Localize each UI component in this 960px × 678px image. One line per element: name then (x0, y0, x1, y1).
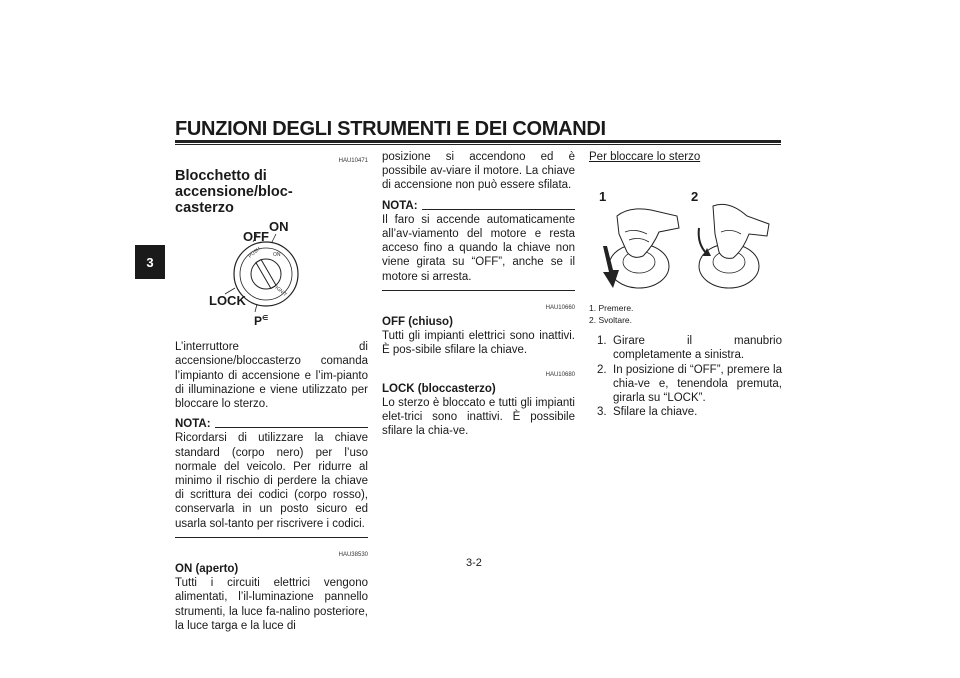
p-symbol-icon: ∈ (262, 315, 269, 323)
figure-captions (589, 302, 782, 326)
off-heading: OFF (chiuso) (382, 316, 453, 329)
list-item: 3. Sfilare la chiave. (597, 406, 698, 419)
lock-text: Lo sterzo è bloccato e tutti gli impianti elet-trici sono inattivi. È possibile sfilare la chia-ve. (382, 397, 575, 438)
title-rule (175, 140, 781, 143)
list-item: 2. In posizione di “OFF”, premere la chia-ve e, tenendola premuta, girarla su “LOCK”. (597, 363, 782, 405)
nota-header: NOTA: (175, 417, 368, 431)
label-p: P∈ (254, 314, 269, 329)
svg-text:PUSH: PUSH (247, 246, 262, 260)
nota-end-rule (175, 537, 368, 538)
column-1 (175, 150, 368, 633)
column-3 (589, 150, 782, 419)
intro-paragraph: L’interruttore di accensione/bloccasterzo comanda l’impianto di accensione e l’im-pianto di illuminazione e viene utilizzato per bloccare lo sterzo. (175, 341, 368, 411)
lock-heading: LOCK (bloccasterzo) (382, 382, 496, 395)
svg-text:IGNIT: IGNIT (273, 285, 288, 299)
ignition-switch-figure (175, 220, 368, 328)
section-heading: Blocchetto di accensione/bloc- casterzo (175, 168, 293, 217)
fig-label-1: 1 (599, 189, 607, 205)
svg-text:ON: ON (273, 252, 281, 259)
label-on: ON (269, 219, 289, 235)
section-code: HAU38530 (338, 551, 368, 558)
section-code: HAU10660 (545, 304, 575, 311)
column-2 (382, 150, 575, 439)
on-text-continued: posizione si accendono ed è possibile av-viare il motore. La chiave di accensione non può essere sfilata. (382, 151, 575, 192)
caption-item: 1. Premere. (589, 303, 634, 314)
nota-text: Ricordarsi di utilizzare la chiave standard (corpo nero) per l’uso normale del veicolo. Per ridurre al minimo il rischio di perdere la chiave di scrittura dei codici (corpo rosso), conservarla in un posto sicuro ed usarla sol-tanto per riscrivere i codici. (175, 432, 368, 530)
section-code: HAU10471 (338, 158, 368, 164)
steps-list (589, 334, 782, 419)
off-text: Tutti gli impianti elettrici sono inattivi. È pos-sibile sfilare la chiave. (382, 330, 575, 357)
steering-lock-figure (589, 176, 782, 298)
ignition-switch-diagram (175, 220, 368, 328)
label-off: OFF (243, 229, 269, 245)
chapter-tab: 3 (135, 245, 165, 279)
title-rule-thin (175, 144, 781, 145)
section-code: HAU10680 (545, 371, 575, 378)
nota-text: Il faro si accende automaticamente all’av-viamento del motore e resta acceso fino a quando la chiave non viene girata su “OFF”, anche se il motore si arresta. (382, 213, 575, 283)
caption-item: 2. Svoltare. (589, 315, 632, 326)
steering-lock-illustration (589, 176, 782, 298)
fig-label-2: 2 (691, 189, 699, 205)
nota-header: NOTA: (382, 199, 575, 213)
list-item: 1. Girare il manubrio completamente a sinistra. (597, 335, 782, 362)
page-number: 3-2 (466, 557, 482, 569)
page-title: FUNZIONI DEGLI STRUMENTI E DEI COMANDI (175, 118, 606, 140)
label-lock: LOCK (209, 293, 246, 309)
on-heading: ON (aperto) (175, 563, 239, 576)
subheading: Per bloccare lo sterzo (589, 151, 701, 163)
nota-end-rule (382, 290, 575, 291)
on-text: Tutti i circuiti elettrici vengono alimentati, l’il-luminazione pannello strumenti, la luce fa-nalino posteriore, la luce targa e la luce di (175, 577, 368, 632)
